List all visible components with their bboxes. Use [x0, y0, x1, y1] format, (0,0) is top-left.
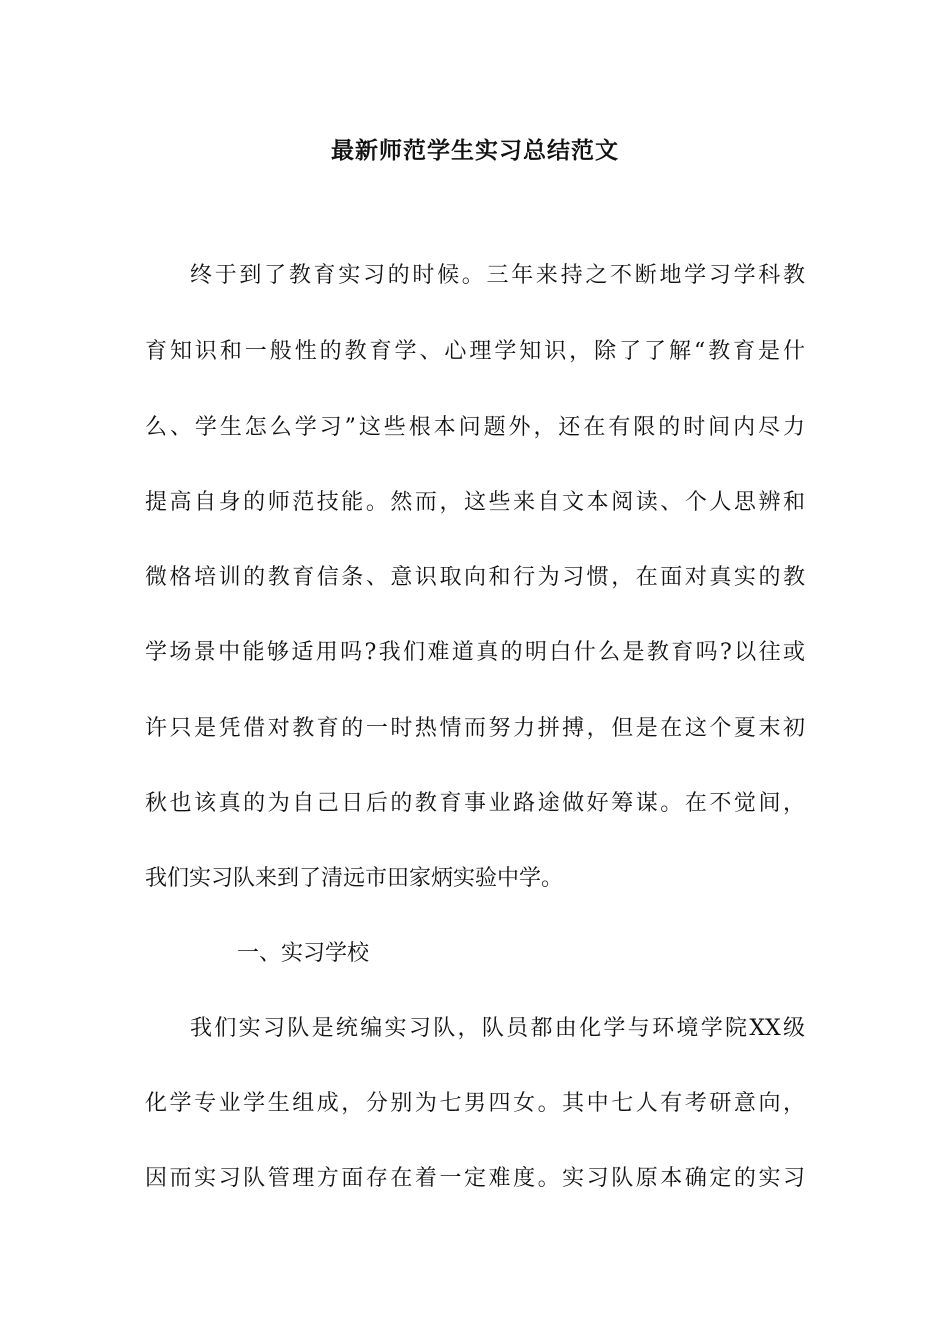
paragraph-line: 我们实习队是统编实习队，队员都由化学与环境学院XX级: [190, 1016, 805, 1041]
paragraph-line: 我们实习队来到了清远市田家炳实验中学。: [145, 866, 564, 891]
paragraph-line: 秋也该真的为自己日后的教育事业路途做好筹谋。在不觉间，: [145, 791, 805, 816]
document-title: 最新师范学生实习总结范文: [331, 138, 619, 164]
paragraph-line: 化学专业学生组成，分别为七男四女。其中七人有考研意向，: [145, 1091, 805, 1116]
paragraph-line: 育知识和一般性的教育学、心理学知识，除了了解“教育是什: [145, 339, 805, 364]
paragraph-line: 么、学生怎么学习”这些根本问题外，还在有限的时间内尽力: [145, 415, 805, 440]
paragraph-line: 提高自身的师范技能。然而，这些来自文本阅读、个人思辨和: [145, 490, 805, 515]
paragraph-line: 许只是凭借对教育的一时热情而努力拼搏，但是在这个夏末初: [145, 716, 805, 741]
paragraph-line: 学场景中能够适用吗?我们难道真的明白什么是教育吗?以往或: [145, 640, 805, 665]
paragraph-line: 终于到了教育实习的时候。三年来持之不断地学习学科教: [190, 263, 805, 288]
paragraph-line: 微格培训的教育信条、意识取向和行为习惯，在面对真实的教: [145, 565, 805, 590]
section-heading: 一、实习学校: [237, 941, 370, 966]
paragraph-line: 因而实习队管理方面存在着一定难度。实习队原本确定的实习: [145, 1166, 805, 1191]
